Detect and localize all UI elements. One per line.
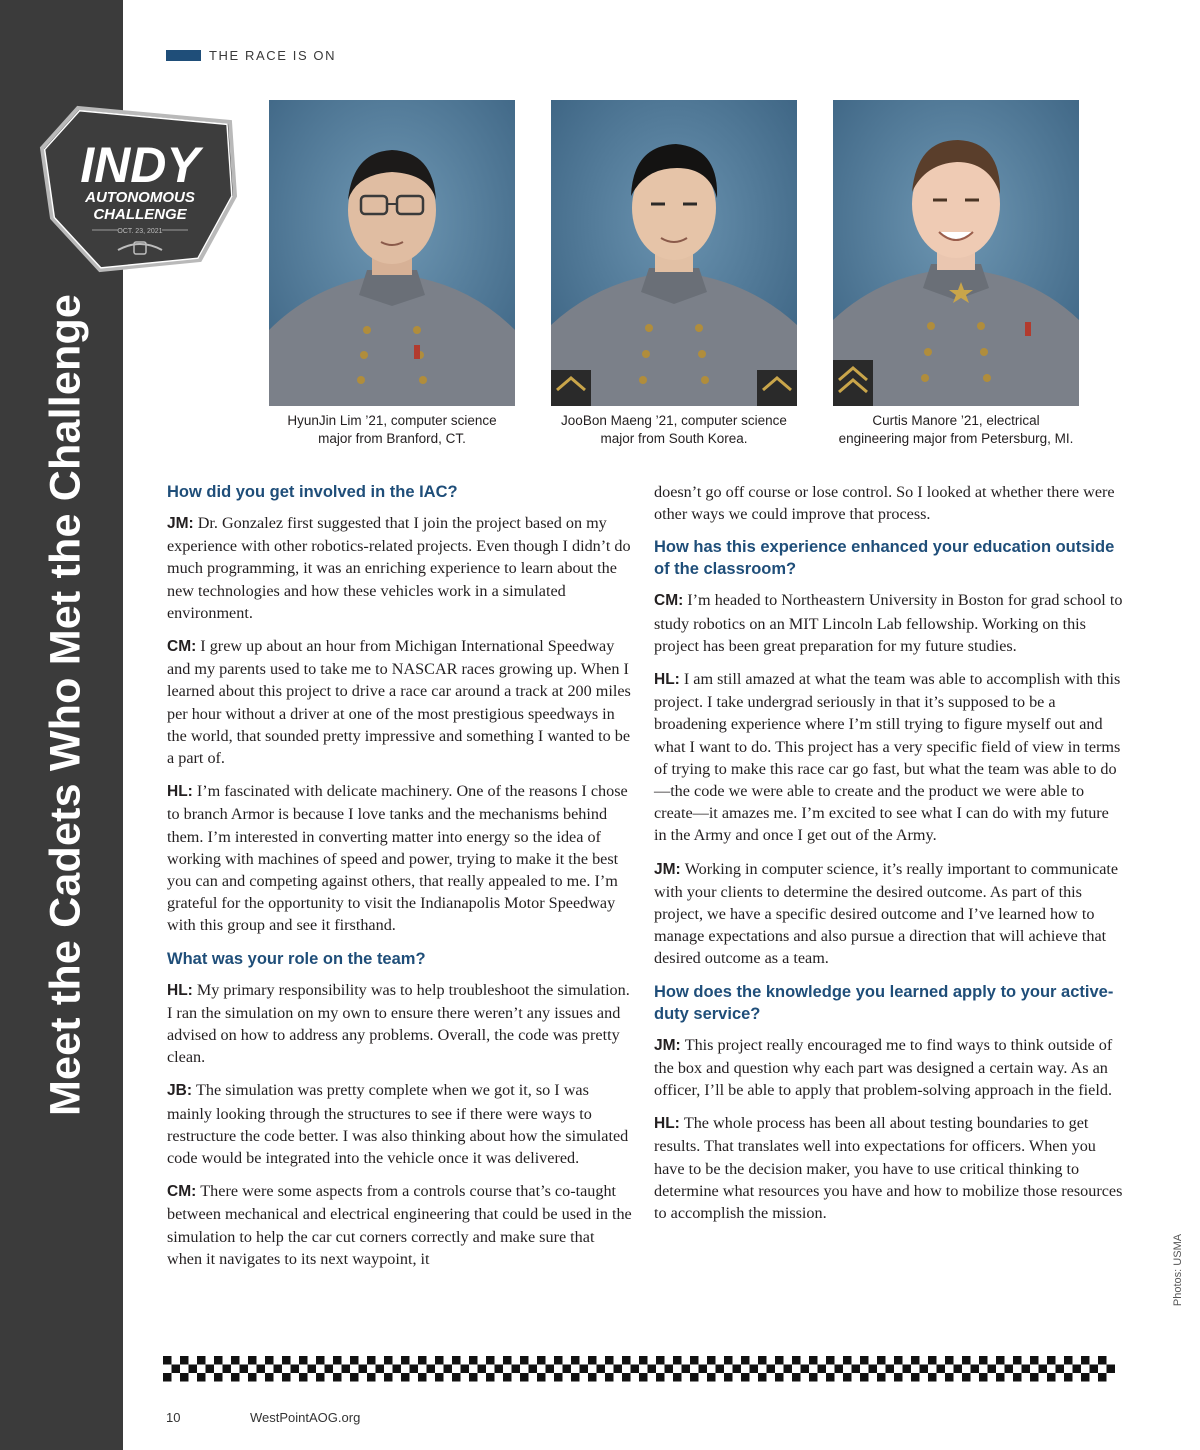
answer-paragraph [167,635,632,769]
answer-paragraph [167,512,632,624]
checkered-flag-stripe [163,1356,1119,1382]
caption-lim-line1: HyunJin Lim ’21, computer science [287,413,497,428]
answer-text: This project really encouraged me to find ways to think outside of the box and question why each part was designed a certain way. As an officer, I’ll be able to apply that problem-solving approach in the field. [654,1035,1113,1100]
answer-text: I am still amazed at what the team was able to accomplish with this project. I take undergrad seriously in that it’s supposed to be a broadening experience where I’m still trying to figure myself out and what I want to do. This project has a very specific field of view in terms of trying to make this race car go fast, but what the team was able to do—the code we were able to create and the product we were able to create—it amazes me. I’m excited to see what I can do with my future in the Army and once I get out of the Army. [654,670,1121,845]
speaker-initials: JM: [654,1036,681,1054]
question-heading: How did you get involved in the IAC? [167,483,458,501]
side-title: Meet the Cadets Who Met the Challenge [41,293,90,1117]
logo-line1: INDY [80,137,200,193]
continued-paragraph: doesn’t go off course or lose control. So I looked at whether there were other ways we could improve that process. [654,483,1115,524]
section-label-text: THE RACE IS ON [209,48,337,63]
portrait-photo-maeng [551,100,797,406]
caption-maeng [539,412,809,448]
answer-paragraph [167,780,632,936]
logo-date: OCT. 23, 2021 [117,228,163,235]
speaker-initials: CM: [167,638,197,656]
answer-paragraph [654,1112,1124,1224]
speaker-initials: CM: [654,592,684,610]
left-column [167,481,632,1281]
answer-text: I’m fascinated with delicate machinery. One of the reasons I chose to branch Armor is because I love tanks and the mechanisms behind them. I’m interested in converting matter into energy so the idea of working with machines of speed and power, trying to make it the best you can and competing against others, that really appealed to me. I’m grateful for the opportunity to visit the Indianapolis Motor Speedway with this group and see it firsthand. [167,782,628,935]
speaker-initials: CM: [167,1183,197,1201]
logo-line3: CHALLENGE [93,206,187,223]
answer-text: There were some aspects from a controls course that’s co-taught between mechanical and electrical engineering that could be used in the simulation to help the car cut corners correctly and make sure that when it navigates to its next waypoint, it [167,1182,632,1268]
answer-text: The simulation was pretty complete when we got it, so I was mainly looking through the structures to see if there were ways to restructure the code better. I was also thinking about how the simulated code would be integrated into the vehicle once it was delivered. [167,1081,629,1168]
portrait-photo-lim [269,100,515,406]
logo-line2: AUTONOMOUS [85,189,195,206]
speaker-initials: JM: [167,515,194,532]
answer-text: Dr. Gonzalez first suggested that I join the project based on my experience with other robotics-related projects. Even though I didn’t do much programming, it was an enriching experience to learn about the new technologies and how these vehicles work in a simulated environment. [167,514,631,622]
question-heading: How does the knowledge you learned apply to your active-duty service? [654,982,1114,1023]
photo-credit: Photos: USMA [1172,1233,1184,1307]
question-heading: How has this experience enhanced your education outside of the classroom? [654,538,1115,579]
indy-autonomous-challenge-logo [30,100,240,280]
footer-website: WestPointAOG.org [250,1410,361,1425]
answer-text: The whole process has been all about testing boundaries to get results. That translates well into expectations for officers. When you have to be the decision maker, you have to use critical thinking to determine what resources you have and how to mobilize those resources to accomplish the mission. [654,1114,1123,1223]
answer-text: I grew up about an hour from Michigan International Speedway and my parents used to take me to NASCAR races growing up. When I learned about this project to drive a race car around a track at 200 miles per hour without a driver at one of the most prestigious speedways in the world, that sounded pretty impressive and something I wanted to be a part of. [167,637,631,768]
portrait-photo-manore [833,100,1079,406]
section-label [166,48,336,63]
caption-maeng-line1: JooBon Maeng ’21, computer science [561,413,787,428]
caption-manore-line2: engineering major from Petersburg, MI. [838,431,1074,446]
section-label-bar [166,50,201,61]
answer-paragraph [654,668,1124,847]
caption-manore-line1: Curtis Manore ’21, electrical [872,413,1040,428]
answer-text: My primary responsibility was to help troubleshoot the simulation. I ran the simulation on my own to ensure there weren’t any issues and advised on how to address any problems. Overall, the code was pretty clean. [167,980,630,1067]
answer-paragraph [654,858,1124,970]
speaker-initials: HL: [654,1115,680,1133]
answer-text: I’m headed to Northeastern University in Boston for grad school to study robotics on an MIT Lincoln Lab fellowship. Working on this project has been great preparation for my future studies. [654,591,1123,655]
speaker-initials: HL: [654,671,680,689]
answer-paragraph [654,1034,1124,1102]
answer-paragraph [167,1079,632,1169]
page-number: 10 [166,1410,181,1425]
caption-lim [257,412,527,448]
answer-paragraph [167,979,632,1069]
speaker-initials: JB: [167,1082,192,1100]
speaker-initials: HL: [167,783,193,801]
question-heading: What was your role on the team? [167,949,426,968]
caption-maeng-line2: major from South Korea. [600,431,748,446]
speaker-initials: HL: [167,981,193,999]
caption-manore [821,412,1091,448]
answer-paragraph [167,1180,632,1270]
answer-text: Working in computer science, it’s really important to communicate with your clients to determine the desired outcome. As part of this project, we have a specific desired outcome and I’ve learned how to manage expectations and also pursue a direction that will achieve that desired outcome as a team. [654,859,1119,968]
caption-lim-line2: major from Branford, CT. [318,431,466,446]
speaker-initials: JM: [654,860,681,878]
answer-paragraph [654,589,1124,657]
right-column [654,481,1124,1235]
